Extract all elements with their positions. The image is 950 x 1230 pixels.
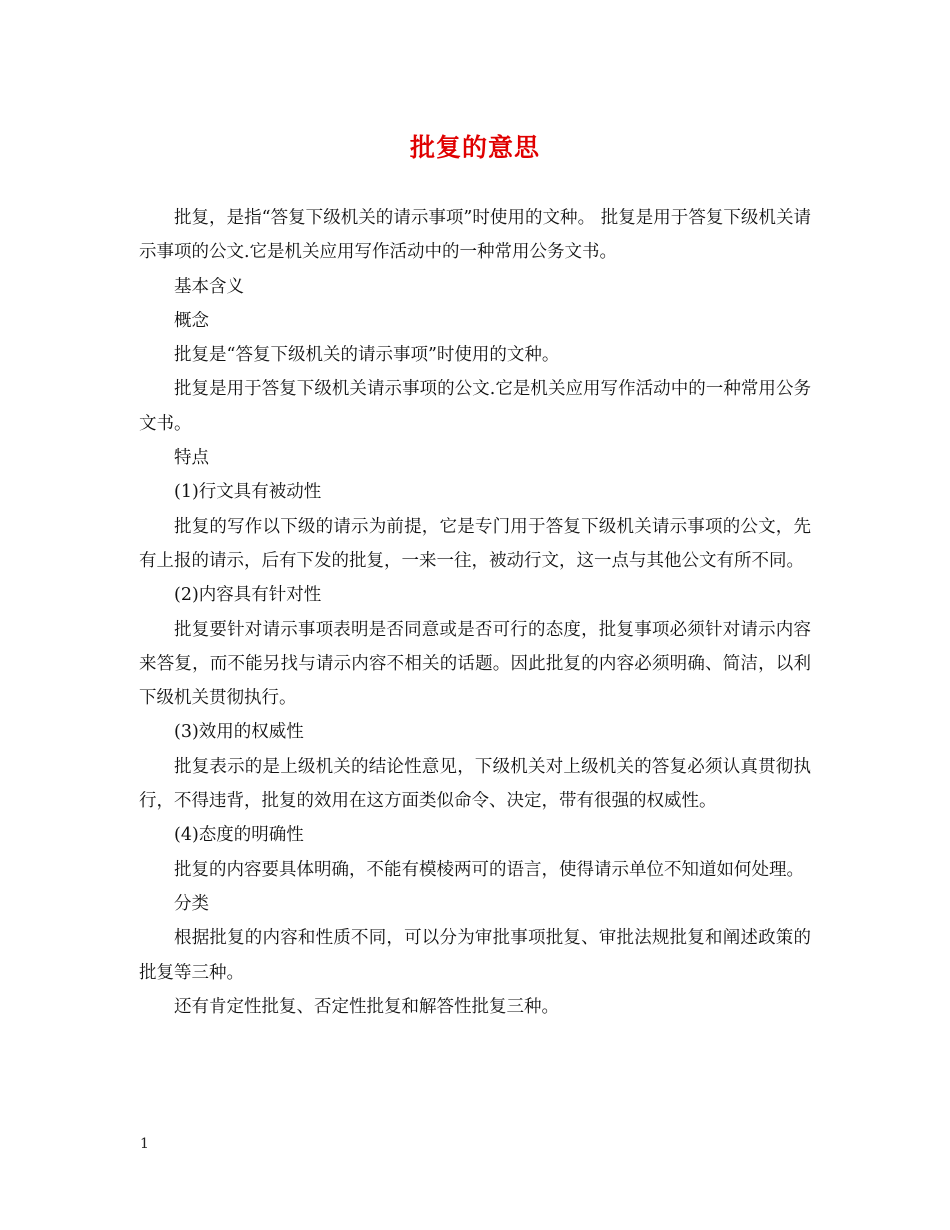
document-title: 批复的意思 [409,133,540,162]
feature-heading-4: (4)态度的明确性 [174,825,304,846]
feature-paragraph-4: 批复的内容要具体明确，不能有模棱两可的语言，使得请示单位不知道如何处理。 [174,859,804,880]
document-body [139,201,811,1024]
heading-concept: 概念 [174,310,209,331]
feature-heading-2: (2)内容具有针对性 [174,585,322,606]
feature-paragraph-2: 批复要针对请示事项表明是否同意或是否可行的态度，批复事项必须针对请示内容来答复，而不能另找与请示内容不相关的话题。因此批复的内容必须明确、简洁，以利下级机关贯彻执行。 [139,619,811,709]
heading-features: 特点 [174,448,209,469]
feature-paragraph-3: 批复表示的是上级机关的结论性意见，下级机关对上级机关的答复必须认真贯彻执行，不得违背，批复的效用在这方面类似命令、决定，带有很强的权威性。 [139,756,811,812]
classification-paragraph-2: 还有肯定性批复、否定性批复和解答性批复三种。 [174,996,559,1017]
paragraph-concept-1: 批复是“答复下级机关的请示事项”时使用的文种。 [174,345,560,366]
paragraph-concept-2: 批复是用于答复下级机关请示事项的公文.它是机关应用写作活动中的一种常用公务文书。 [139,379,811,434]
feature-heading-1: (1)行文具有被动性 [174,482,322,503]
paragraph-intro: 批复，是指“答复下级机关的请示事项”时使用的文种。 批复是用于答复下级机关请示事项的公文.它是机关应用写作活动中的一种常用公务文书。 [139,208,811,263]
page-number: 1 [140,1136,149,1152]
feature-paragraph-1: 批复的写作以下级的请示为前提，它是专门用于答复下级机关请示事项的公文，先有上报的请示，后有下发的批复，一来一往，被动行文，这一点与其他公文有所不同。 [139,516,811,571]
feature-heading-3: (3)效用的权威性 [174,722,304,743]
classification-paragraph-1: 根据批复的内容和性质不同，可以分为审批事项批复、审批法规批复和阐述政策的批复等三种。 [139,928,811,983]
heading-basic-meaning: 基本含义 [174,276,244,297]
heading-classification: 分类 [174,893,209,914]
